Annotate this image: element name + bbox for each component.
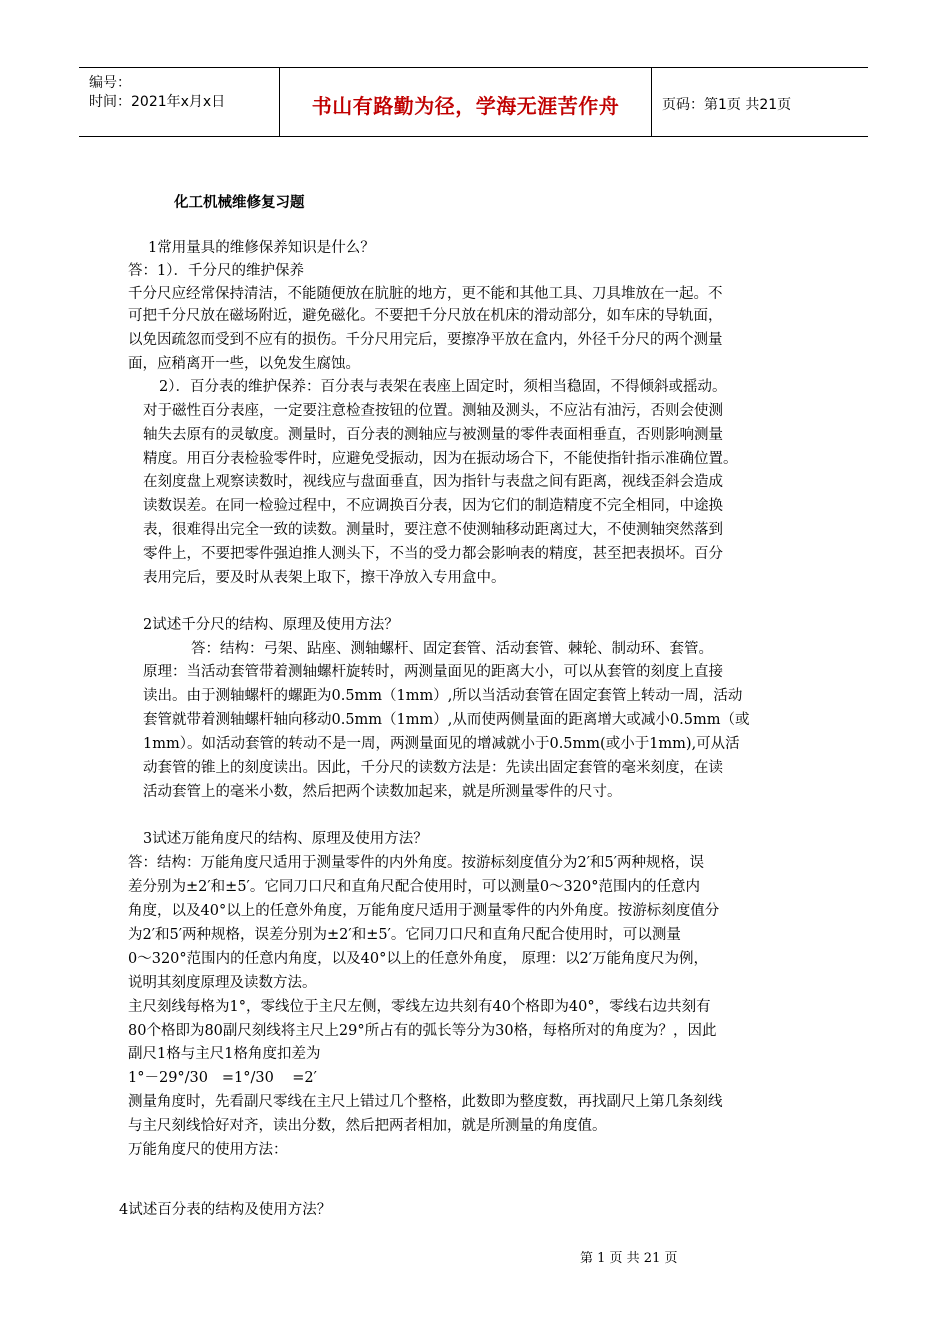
document-number-label: 编号：: [89, 75, 131, 91]
header-info-cell: [79, 68, 280, 136]
body-line: 说明其刻度原理及读数方法。: [128, 975, 317, 991]
body-line: 表，很难得出完全一致的读数。测量时，要注意不使测轴移动距离过大，不使测轴突然落到: [143, 522, 723, 538]
body-line: 活动套管上的毫米小数，然后把两个读数加起来，就是所测量零件的尺寸。: [143, 784, 622, 800]
body-line: 动套管的锥上的刻度读出。因此，千分尺的读数方法是：先读出固定套管的毫米刻度，在读: [143, 760, 723, 776]
question-4: 4试述百分表的结构及使用方法？: [119, 1202, 332, 1218]
body-line: 千分尺应经常保持清洁，不能随便放在肮脏的地方，更不能和其他工具、刀具堆放在一起。不: [128, 286, 723, 302]
header-page-number: 页码：第1页 共21页: [662, 97, 792, 113]
body-line: 可把千分尺放在磁场附近，避免磁化。不要把千分尺放在机床的滑动部分，如车床的导轨面，: [128, 308, 723, 324]
formula-line: 1°－29°/30 =1°/30 =2′: [128, 1070, 317, 1086]
header-motto: 书山有路勤为径，学海无涯苦作舟: [311, 94, 620, 118]
header-page-cell: [652, 68, 868, 136]
answer-line: 答：结构：弓架、跕座、测轴螺杆、固定套管、活动套管、棘轮、制动环、套管。: [191, 641, 713, 657]
body-line: 与主尺刻线恰好对齐，读出分数，然后把两者相加，就是所测量的角度值。: [128, 1118, 607, 1134]
answer-line: 答：结构：万能角度尺适用于测量零件的内外角度。按游标刻度值分为2′和5′两种规格，误: [128, 855, 705, 871]
body-line: 1mm）。如活动套管的转动不是一周，两测量面见的增减就小于0.5mm(或小于1mm),可从活: [143, 736, 740, 752]
body-line: 面，应稍离开一些，以免发生腐蚀。: [128, 356, 360, 372]
body-line: 在刻度盘上观察读数时，视线应与盘面垂直，因为指针与表盘之间有距离，视线歪斜会造成: [143, 474, 723, 490]
page-footer: 第 1 页 共 21 页: [580, 1251, 678, 1266]
answer-line: 答：1）．千分尺的维护保养: [128, 263, 304, 279]
document-title: 化工机械维修复习题: [174, 195, 305, 211]
body-line: 差分别为±2′和±5′。它同刀口尺和直角尺配合使用时，可以测量0～320°范围内的任意内: [128, 879, 700, 895]
body-line: 副尺1格与主尺1格角度扣差为: [128, 1046, 321, 1062]
body-line: 对于磁性百分表座，一定要注意检查按钮的位置。测轴及测头，不应沾有油污，否则会使测: [143, 403, 723, 419]
body-line: 表用完后，要及时从表架上取下，擦干净放入专用盒中。: [143, 570, 506, 586]
document-time-label: 时间：2021年x月x日: [89, 94, 226, 110]
body-line: 读出。由于测轴螺杆的螺距为0.5mm（1mm）,所以当活动套管在固定套管上转动一周，活动: [143, 688, 743, 704]
body-line: 80个格即为80副尺刻线将主尺上29°所占有的弧长等分为30格，每格所对的角度为？，因此: [128, 1023, 717, 1039]
body-line: 精度。用百分表检验零件时，应避免受振动，因为在振动场合下，不能使指针指示准确位置。: [143, 451, 738, 467]
body-line: 读数误差。在同一检验过程中，不应调换百分表，因为它们的制造精度不完全相同，中途换: [143, 498, 723, 514]
body-line: 套管就带着测轴螺杆轴向移动0.5mm（1mm）,从而使两侧量面的距离增大或减小0.5mm（或: [143, 712, 750, 728]
body-line: 以免因疏忽而受到不应有的损伤。千分尺用完后，要擦净平放在盒内，外径千分尺的两个测量: [128, 332, 723, 348]
body-line: 轴失去原有的灵敏度。测量时，百分表的测轴应与被测量的零件表面相垂直，否则影响测量: [143, 427, 723, 443]
body-line: 万能角度尺的使用方法：: [128, 1142, 288, 1158]
body-line: 零件上，不要把零件强迫推人测头下，不当的受力都会影响表的精度，甚至把表损坏。百分: [143, 546, 723, 562]
body-line: 主尺刻线每格为1°，零线位于主尺左侧，零线左边共刻有40个格即为40°，零线右边共刻有: [128, 999, 711, 1015]
question-1: 1常用量具的维修保养知识是什么？: [148, 240, 375, 256]
question-2: 2试述千分尺的结构、原理及使用方法？: [143, 617, 399, 633]
body-line: 为2′和5′两种规格，误差分别为±2′和±5′。它同刀口尺和直角尺配合使用时，可以测量: [128, 927, 681, 943]
header-table: [79, 67, 868, 137]
header-motto-cell: [280, 68, 652, 136]
body-line: 角度，以及40°以上的任意外角度，万能角度尺适用于测量零件的内外角度。按游标刻度值分: [128, 903, 720, 919]
body-line: 测量角度时，先看副尺零线在主尺上错过几个整格，此数即为整度数，再找副尺上第几条刻线: [128, 1094, 723, 1110]
question-3: 3试述万能角度尺的结构、原理及使用方法？: [143, 831, 428, 847]
body-line: 2）．百分表的维护保养：百分表与表架在表座上固定时，须相当稳固，不得倾斜或摇动。: [159, 379, 727, 395]
body-line: 0～320°范围内的任意内角度，以及40°以上的任意外角度， 原理：以2′万能角度尺为例，: [128, 951, 708, 967]
body-line: 原理：当活动套管带着测轴螺杆旋转时，两测量面见的距离大小，可以从套管的刻度上直接: [143, 664, 723, 680]
